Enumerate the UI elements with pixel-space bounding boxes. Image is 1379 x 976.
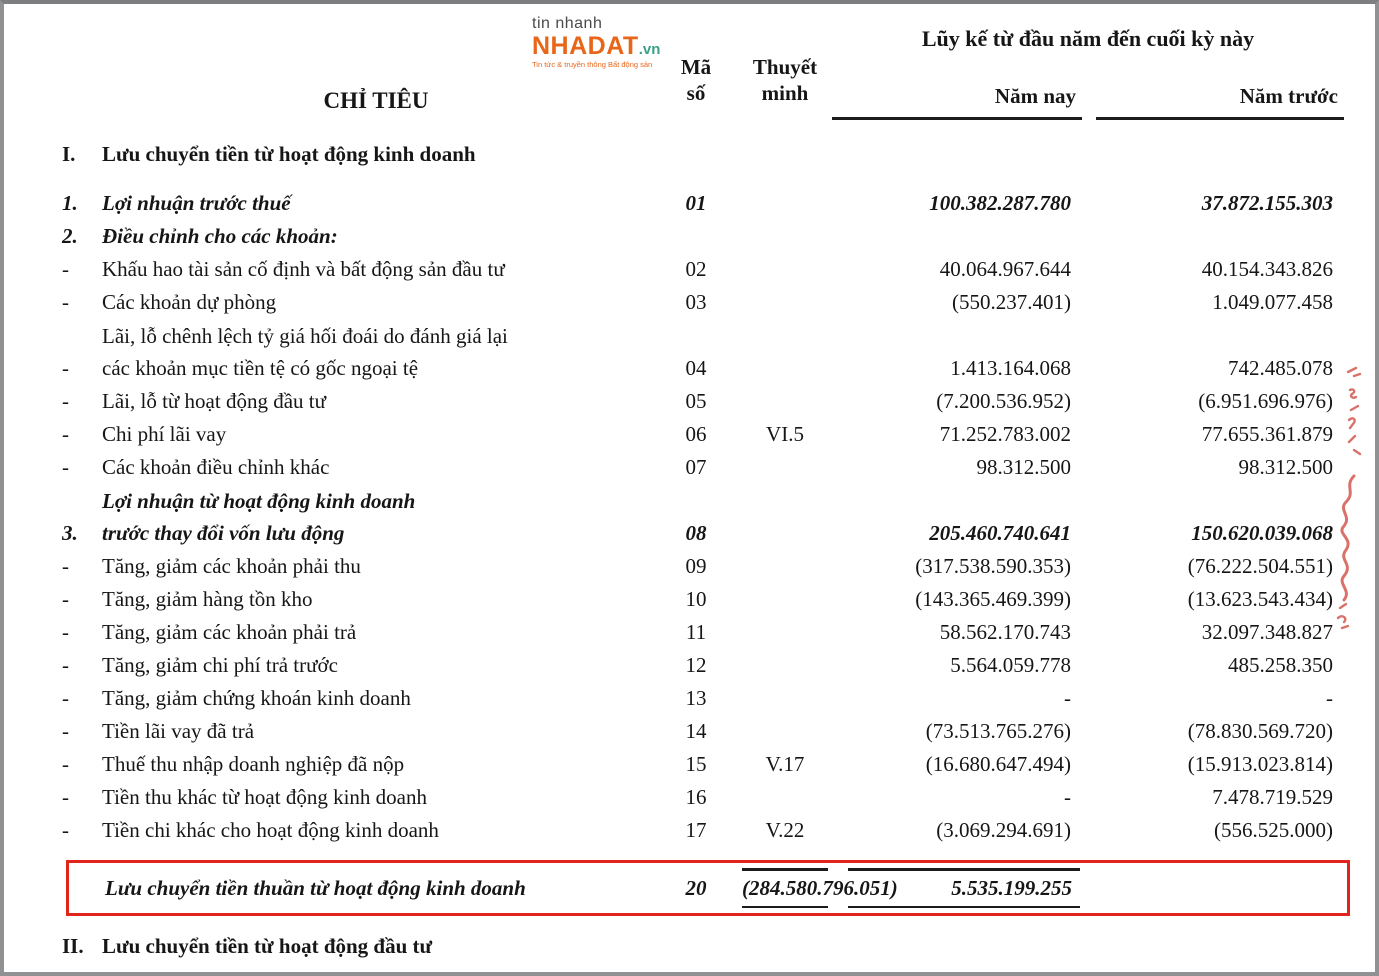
row-prior-year-value: - [1326, 686, 1333, 710]
row-current-year-value: 1.413.164.068 [950, 356, 1071, 380]
row-marker: - [62, 752, 69, 776]
row-code: 05 [685, 389, 707, 413]
row-label [102, 451, 650, 483]
row-marker: - [62, 587, 69, 611]
row-label-line1: Tăng, giảm chứng khoán kinh doanh [102, 686, 411, 710]
row-code: 03 [685, 290, 707, 314]
table-row [4, 483, 1375, 549]
row-prior-year-value: (78.830.569.720) [1187, 719, 1333, 743]
row-label-line1: Lợi nhuận trước thuế [102, 191, 291, 215]
row-prior-year-value: (13.623.543.434) [1187, 587, 1333, 611]
row-label-line1: Các khoản dự phòng [102, 290, 277, 314]
row-code: 04 [685, 356, 707, 380]
row-label [102, 138, 650, 170]
row-marker: - [62, 554, 69, 578]
row-label-line1: Lãi, lỗ từ hoạt động đầu tư [102, 389, 326, 413]
row-code: 16 [685, 785, 707, 809]
row-marker: - [62, 290, 69, 314]
table-row [4, 813, 1375, 846]
row-current-year-value: 98.312.500 [976, 455, 1071, 479]
row-label-line1: Tiền thu khác từ hoạt động kinh doanh [102, 785, 427, 809]
column-header-note [742, 54, 828, 107]
row-label [102, 187, 650, 219]
table-row [4, 549, 1375, 582]
row-prior-year-value: 37.872.155.303 [1201, 191, 1333, 215]
row-current-year-value: (550.237.401) [952, 290, 1071, 314]
row-code: 17 [685, 818, 707, 842]
row-current-year-value: - [1064, 686, 1071, 710]
row-label [102, 682, 650, 714]
row-code: 13 [685, 686, 707, 710]
table-row [4, 384, 1375, 417]
row-label-line1: Tiền lãi vay đã trả [102, 719, 255, 743]
table-row [4, 318, 1375, 384]
table-row [4, 582, 1375, 615]
row-label-line1: Lãi, lỗ chênh lệch tỷ giá hối đoái do đánh giá lại [102, 324, 508, 348]
table-row [4, 450, 1375, 483]
logo-brand: NHADAT [532, 31, 639, 60]
table-row [4, 219, 1375, 252]
row-prior-year-value: (556.525.000) [1214, 818, 1333, 842]
row-label-line1: Thuế thu nhập doanh nghiệp đã nộp [102, 752, 405, 776]
net-row-code: 20 [685, 875, 707, 900]
row-label [102, 814, 650, 846]
row-prior-year-value: (6.951.696.976) [1198, 389, 1333, 413]
row-marker: - [62, 785, 69, 809]
net-cash-flow-highlight-box [66, 860, 1350, 916]
row-label-line1: Tăng, giảm chi phí trả trước [102, 653, 338, 677]
table-row [4, 186, 1375, 219]
row-code: 09 [685, 554, 707, 578]
table-row [4, 285, 1375, 318]
row-code: 07 [685, 455, 707, 479]
table-row [4, 714, 1375, 747]
logo-line1: tin nhanh [532, 15, 603, 32]
row-code: 12 [685, 653, 707, 677]
row-current-year-value: - [1064, 785, 1071, 809]
table-row [4, 648, 1375, 681]
note-header-line2: minh [761, 81, 809, 106]
row-prior-year-value: 32.097.348.827 [1201, 620, 1333, 644]
row-label-line2: trước thay đổi vốn lưu động [102, 521, 345, 545]
row-prior-year-value: 485.258.350 [1228, 653, 1333, 677]
row-label-line1: Các khoản điều chỉnh khác [102, 455, 330, 479]
row-current-year-value: 71.252.783.002 [939, 422, 1071, 446]
row-label-line1: Chi phí lãi vay [102, 422, 227, 446]
row-label-line1: Tăng, giảm hàng tồn kho [102, 587, 313, 611]
row-label-line2: các khoản mục tiền tệ có gốc ngoại tệ [102, 356, 419, 380]
row-marker: - [62, 257, 69, 281]
row-label [102, 220, 650, 252]
next-section-row [4, 929, 1375, 962]
row-marker: - [62, 455, 69, 479]
table-row [4, 747, 1375, 780]
row-label [102, 485, 650, 549]
row-prior-year-value: 1.049.077.458 [1212, 290, 1333, 314]
code-header-line1: Mã [680, 55, 712, 79]
row-marker: - [62, 356, 69, 380]
row-note: V.22 [765, 818, 805, 842]
row-label [102, 748, 650, 780]
row-prior-year-value: 742.485.078 [1228, 356, 1333, 380]
column-header-prior-year: Năm trước [1096, 84, 1344, 120]
row-code: 01 [685, 191, 707, 215]
row-current-year-value: (3.069.294.691) [936, 818, 1071, 842]
row-label [102, 418, 650, 450]
table-header [4, 4, 1375, 138]
row-current-year-value: 40.064.967.644 [939, 257, 1071, 281]
code-header-line2: số [686, 81, 706, 106]
table-row [4, 681, 1375, 714]
row-label-line1: Lưu chuyển tiền từ hoạt động kinh doanh [102, 142, 476, 166]
row-label-line1: Lợi nhuận từ hoạt động kinh doanh [102, 489, 416, 513]
row-code: 06 [685, 422, 707, 446]
row-code: 02 [685, 257, 707, 281]
row-prior-year-value: 7.478.719.529 [1212, 785, 1333, 809]
row-prior-year-value: 77.655.361.879 [1201, 422, 1333, 446]
row-label-line1: Tăng, giảm các khoản phải thu [102, 554, 361, 578]
row-marker: - [62, 653, 69, 677]
row-label [102, 649, 650, 681]
row-label-line1: Tiền chi khác cho hoạt động kinh doanh [102, 818, 439, 842]
row-note: VI.5 [766, 422, 804, 446]
column-header-code [650, 54, 742, 107]
row-code: 08 [685, 521, 707, 545]
row-current-year-value: 205.460.740.641 [929, 521, 1071, 545]
row-label [102, 286, 650, 318]
row-marker: 1. [62, 191, 78, 215]
net-row-label: Lưu chuyển tiền thuần từ hoạt động kinh doanh [105, 875, 526, 900]
row-marker: I. [62, 142, 76, 166]
next-section-marker: II. [62, 934, 84, 958]
row-marker: - [62, 422, 69, 446]
net-row-current-year-value: (284.580.796.051) [742, 868, 828, 908]
column-header-cumulative: Lũy kế từ đầu năm đến cuối kỳ này [921, 26, 1255, 51]
row-current-year-value: (73.513.765.276) [925, 719, 1071, 743]
row-code: 15 [685, 752, 707, 776]
table-row [4, 780, 1375, 813]
row-marker: - [62, 620, 69, 644]
logo-tld: .vn [638, 40, 661, 58]
row-current-year-value: (7.200.536.952) [936, 389, 1071, 413]
row-code: 11 [685, 620, 707, 644]
row-current-year-value: 100.382.287.780 [929, 191, 1071, 215]
table-row [4, 138, 1375, 186]
row-code: 10 [685, 587, 707, 611]
row-marker: 2. [62, 224, 78, 248]
row-label-line1: Điều chỉnh cho các khoản: [102, 224, 338, 248]
next-section-label: Lưu chuyển tiền từ hoạt động đầu tư [102, 934, 433, 958]
row-marker: - [62, 719, 69, 743]
row-current-year-value: (143.365.469.399) [915, 587, 1071, 611]
row-marker: - [62, 389, 69, 413]
row-prior-year-value: 98.312.500 [1238, 455, 1333, 479]
row-label [102, 550, 650, 582]
row-prior-year-value: (76.222.504.551) [1187, 554, 1333, 578]
row-note: V.17 [765, 752, 805, 776]
row-label [102, 583, 650, 615]
row-prior-year-value: 150.620.039.068 [1191, 521, 1333, 545]
row-code: 14 [685, 719, 707, 743]
table-row [4, 615, 1375, 648]
table-row [4, 417, 1375, 450]
row-prior-year-value: (15.913.023.814) [1187, 752, 1333, 776]
row-label [102, 385, 650, 417]
row-current-year-value: 5.564.059.778 [950, 653, 1071, 677]
row-label-line1: Khấu hao tài sản cố định và bất động sản đầu tư [102, 257, 505, 281]
statement-rows [4, 138, 1375, 846]
row-marker: 3. [62, 521, 78, 545]
column-header-current-year: Năm nay [832, 84, 1082, 120]
column-header-indicator: CHỈ TIÊU [323, 88, 429, 113]
row-current-year-value: 58.562.170.743 [939, 620, 1071, 644]
table-row [4, 252, 1375, 285]
row-current-year-value: (16.680.647.494) [925, 752, 1071, 776]
row-label [102, 781, 650, 813]
note-header-line1: Thuyết [752, 55, 818, 79]
row-prior-year-value: 40.154.343.826 [1201, 257, 1333, 281]
row-label-line1: Tăng, giảm các khoản phải trả [102, 620, 357, 644]
row-current-year-value: (317.538.590.353) [915, 554, 1071, 578]
row-marker: - [62, 686, 69, 710]
net-row-prior-year-value: 5.535.199.255 [848, 868, 1080, 908]
logo-tagline: Tin tức & truyền thông Bất động sản [532, 60, 653, 70]
row-label [102, 320, 650, 384]
row-label [102, 616, 650, 648]
row-label [102, 253, 650, 285]
row-label [102, 715, 650, 747]
row-marker: - [62, 818, 69, 842]
